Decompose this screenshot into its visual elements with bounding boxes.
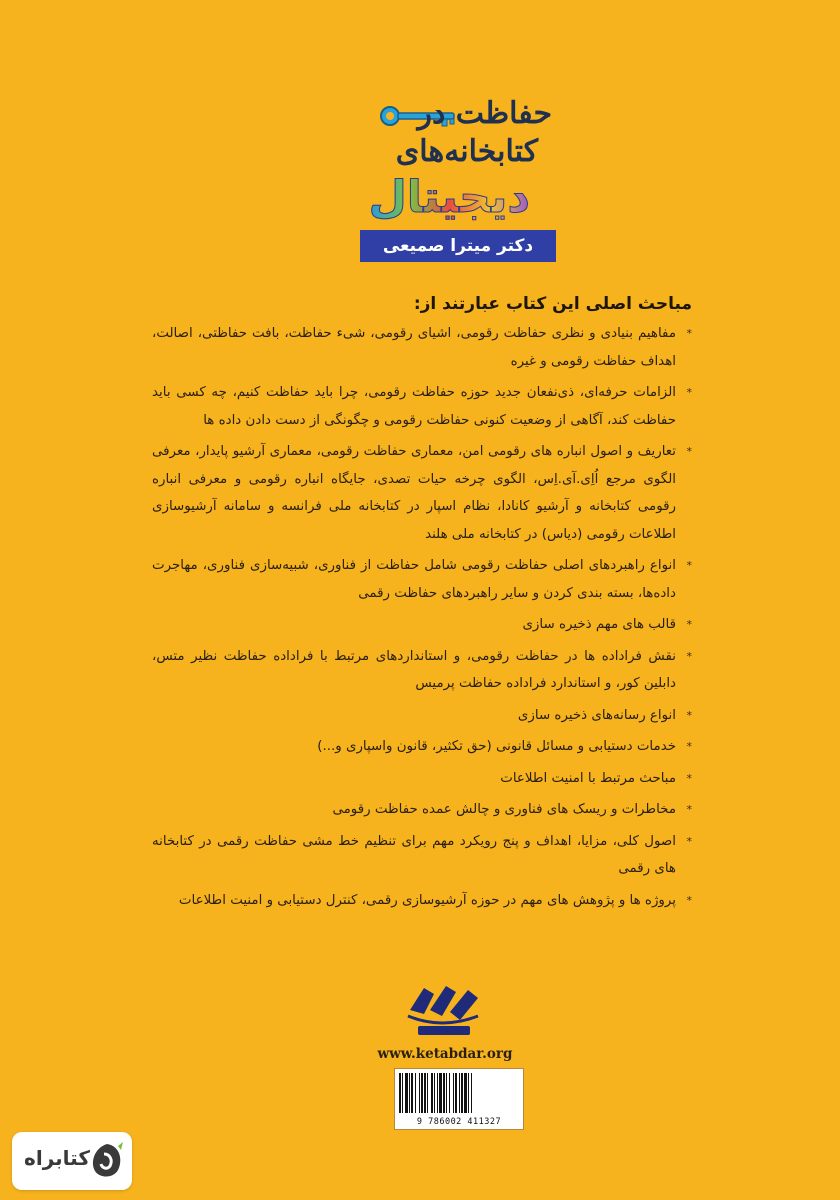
topic-text: خدمات دستیابی و مسائل قانونی (حق تکثیر، قانون واسپاری و...) bbox=[317, 739, 676, 754]
barcode-bar bbox=[461, 1073, 463, 1113]
bullet-mark: * bbox=[686, 327, 692, 340]
topic-item bbox=[152, 438, 692, 548]
author-name: دکتر میترا صمیعی bbox=[360, 230, 556, 262]
bullet-mark: * bbox=[686, 740, 692, 753]
barcode-bar bbox=[437, 1073, 438, 1113]
barcode-bar bbox=[411, 1073, 413, 1113]
topic-item bbox=[152, 379, 692, 434]
topics-list bbox=[152, 320, 692, 914]
topic-item bbox=[152, 887, 692, 915]
barcode-bar bbox=[443, 1073, 445, 1113]
topic-item bbox=[152, 765, 692, 793]
barcode-bar bbox=[468, 1073, 469, 1113]
publisher-logo-icon bbox=[404, 980, 482, 1040]
barcode-bar bbox=[464, 1073, 467, 1113]
bullet-mark: * bbox=[686, 834, 692, 848]
title-line-2: کتابخانه‌های bbox=[395, 134, 538, 169]
bullet-mark: * bbox=[686, 803, 692, 816]
barcode-bar bbox=[453, 1073, 454, 1113]
topic-item bbox=[152, 320, 692, 375]
watermark-text: کتابراه bbox=[24, 1146, 90, 1170]
topic-text: پروژه ها و پژوهش های مهم در حوزه آرشیوسازی رقمی، کنترل دستیابی و امنیت اطلاعات bbox=[178, 892, 676, 908]
barcode-bar bbox=[446, 1073, 447, 1113]
topic-item bbox=[152, 702, 692, 730]
ketabrah-watermark bbox=[12, 1132, 132, 1190]
topic-text: مخاطرات و ریسک های فناوری و چالش عمده حفاظت رقومی bbox=[332, 802, 676, 817]
publisher-website: www.ketabdar.org bbox=[377, 1046, 513, 1062]
barcode-bar bbox=[427, 1073, 428, 1113]
topic-item bbox=[152, 733, 692, 761]
topic-text: تعاریف و اصول انباره های رقومی امن، معماری حفاظت رقومی، معماری آرشیو پایدار، معرفی الگوی مرجع اُاِی.آی.اِس، الگوی چرخه حیات تصدی، جایگاه انباره رقومی و معرفی انباره رقومی کتابخانه و آرشیو کانادا، نظام اسپار در کتابخانه ملی فرانسه و سامانه آرشیوسازی اطلاعات رقومی (دیاس) در کتابخانه ملی هلند bbox=[152, 444, 676, 542]
topic-text: قالب های مهم ذخیره سازی bbox=[522, 617, 676, 632]
barcode-bar bbox=[459, 1073, 460, 1113]
topic-text: انواع رسانه‌های ذخیره سازی bbox=[517, 707, 676, 723]
isbn-barcode bbox=[394, 1068, 524, 1130]
topic-text: انواع راهبردهای اصلی حفاظت رقومی شامل حفاظت از فناوری، شبیه‌سازی فناوری، مهاجرت داده‌ها، بسته بندی کردن و سایر راهبردهای حفاظت رقمی bbox=[152, 558, 676, 601]
ketabrah-leaf-icon bbox=[90, 1142, 124, 1180]
barcode-bar bbox=[421, 1073, 423, 1113]
topic-item bbox=[152, 796, 692, 824]
bullet-mark: * bbox=[686, 618, 692, 631]
bullet-mark: * bbox=[686, 445, 692, 458]
barcode-bar bbox=[424, 1073, 426, 1113]
barcode-bar bbox=[402, 1073, 403, 1113]
topics-section bbox=[152, 294, 692, 918]
topic-text: مباحث مرتبط با امنیت اطلاعات bbox=[500, 770, 676, 786]
topic-item bbox=[152, 828, 692, 883]
barcode-bar bbox=[431, 1073, 433, 1113]
topic-text: نقش فراداده ها در حفاظت رقومی، و استانداردهای مرتبط با فراداده حفاظت نظیر متس، دابلین کور، و استاندارد فراداده حفاظت پرمیس bbox=[152, 648, 676, 691]
barcode-bar bbox=[439, 1073, 442, 1113]
topic-text: الزامات حرفه‌ای، ذی‌نفعان جدید حوزه حفاظت رقومی، چرا باید حفاظت کنیم، چه کسی باید حفاظت کند، آگاهی از وضعیت کنونی حفاظت رقومی و چگونگی از دست دادن داده ها bbox=[152, 385, 676, 428]
barcode-bar bbox=[455, 1073, 457, 1113]
bullet-mark: * bbox=[686, 708, 692, 722]
topic-item bbox=[152, 643, 692, 698]
title-line-3: دیجیتال bbox=[368, 172, 530, 223]
barcode-bar bbox=[419, 1073, 420, 1113]
barcode-bar bbox=[405, 1073, 408, 1113]
bullet-mark: * bbox=[686, 893, 692, 907]
barcode-bar bbox=[471, 1073, 472, 1113]
topic-item bbox=[152, 611, 692, 639]
title-logo bbox=[360, 96, 556, 262]
barcode-bar bbox=[415, 1073, 416, 1113]
topic-text: مفاهیم بنیادی و نظری حفاظت رقومی، اشیای رقومی، شیء حفاظت، بافت حفاظتی، اصالت، اهداف حفاظت رقومی و غیره bbox=[152, 326, 676, 369]
barcode-bar bbox=[409, 1073, 410, 1113]
bullet-mark: * bbox=[686, 386, 692, 399]
bullet-mark: * bbox=[686, 559, 692, 572]
barcode-bar bbox=[449, 1073, 450, 1113]
barcode-bar bbox=[399, 1073, 401, 1113]
topic-text: اصول کلی، مزایا، اهداف و پنج رویکرد مهم برای تنظیم خط مشی حفاظت رقمی در کتابخانه های رقمی bbox=[152, 833, 676, 876]
isbn-number: 9 786002 411327 bbox=[416, 1117, 502, 1127]
title-line-1: حفاظت در bbox=[417, 96, 552, 131]
bullet-mark: * bbox=[686, 649, 692, 663]
topic-item bbox=[152, 552, 692, 607]
topics-heading: مباحث اصلی این کتاب عبارتند از: bbox=[413, 294, 692, 314]
bullet-mark: * bbox=[686, 771, 692, 785]
barcode-bar bbox=[434, 1073, 435, 1113]
